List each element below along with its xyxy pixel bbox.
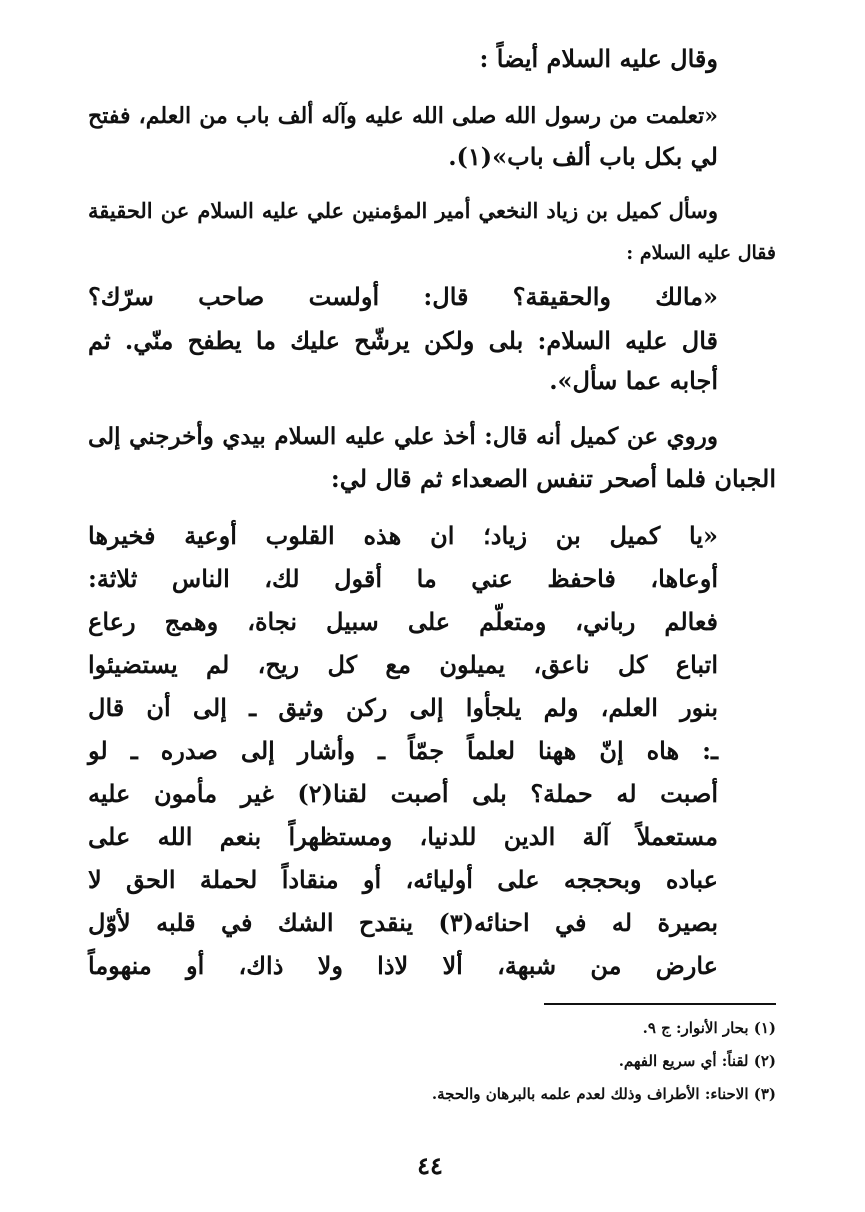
text-line: قال عليه السلام: بلى ولكن يرشّح عليك ما يطفح منّي. ثم: [88, 326, 718, 355]
text-line: عباده وبحججه على أوليائه، أو منقاداً لحملة الحق لا: [88, 865, 718, 894]
text-line: «يا كميل بن زياد؛ ان هذه القلوب أوعية فخيرها: [88, 521, 718, 550]
footnote: (٣) الاحناء: الأطراف وذلك لعدم علمه بالبرهان والحجة.: [431, 1085, 776, 1103]
text-line: الجبان فلما أصحر تنفس الصعداء ثم قال لي:: [330, 464, 776, 493]
text-line: فعالم رباني، ومتعلّم على سبيل نجاة، وهمج رعاع: [88, 607, 718, 636]
text-line: «مالك والحقيقة؟ قال: أولست صاحب سرّك؟: [88, 282, 718, 311]
text-line: عارض من شبهة، ألا لاذا ولا ذاك، أو منهوماً: [88, 951, 718, 980]
text-line: لي بكل باب ألف باب»(١).: [448, 142, 718, 171]
footnote: (٢) لقناً: أي سريع الفهم.: [618, 1052, 776, 1070]
text-line: ـ: هاه إنّ ههنا لعلماً جمّاً ـ وأشار إلى صدره ـ لو: [88, 736, 718, 765]
text-line: بصيرة له في احنائه(٣) ينقدح الشك في قلبه لأوّل: [88, 908, 718, 937]
text-line: أجابه عما سأل».: [549, 366, 718, 395]
text-line: وسأل كميل بن زياد النخعي أمير المؤمنين علي عليه السلام عن الحقيقة: [88, 198, 718, 223]
text-line: بنور العلم، ولم يلجأوا إلى ركن وثيق ـ إلى أن قال: [88, 693, 718, 722]
text-line: اتباع كل ناعق، يميلون مع كل ريح، لم يستضيئوا: [88, 650, 718, 679]
text-line: مستعملاً آلة الدين للدنيا، ومستظهراً بنعم الله على: [88, 822, 718, 851]
page-number: ٤٤: [417, 1151, 443, 1180]
text-line: «تعلمت من رسول الله صلى الله عليه وآله ألف باب من العلم، ففتح: [88, 103, 718, 129]
text-line: وقال عليه السلام أيضاً :: [479, 44, 718, 73]
footnote: (١) بحار الأنوار: ج ٩.: [642, 1019, 776, 1037]
text-line: وروي عن كميل أنه قال: أخذ علي عليه السلام بيدي وأخرجني إلى: [88, 423, 718, 450]
text-line: أوعاها، فاحفظ عني ما أقول لك، الناس ثلاثة:: [88, 564, 718, 593]
text-line: أصبت له حملة؟ بلى أصبت لقنا(٢) غير مأمون عليه: [88, 779, 718, 808]
text-line: فقال عليه السلام :: [626, 242, 776, 264]
footnote-separator: [544, 1003, 776, 1005]
